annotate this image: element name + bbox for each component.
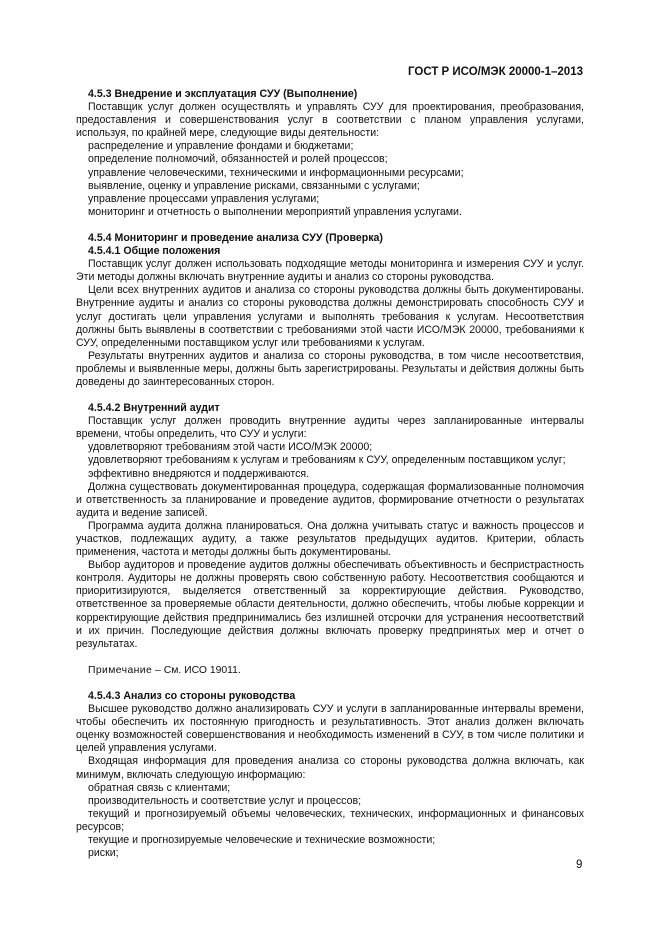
list-item: текущие и прогнозируемые человеческие и технические возможности;: [88, 833, 436, 846]
list-item: распределение и управление фондами и бюджетами;: [88, 140, 354, 153]
list-item: удовлетворяют требованиям к услугам и требованиям к СУУ, определенным поставщиком услуг;: [88, 454, 566, 467]
list-item: определение полномочий, обязанностей и ролей процессов;: [88, 153, 388, 166]
list-item: производительность и соответствие услуг и процессов;: [88, 794, 362, 807]
list-item: удовлетворяют требованиям этой части ИСО/МЭК 20000;: [88, 441, 373, 454]
paragraph-4-5-3-intro: Поставщик услуг должен осуществлять и управлять СУУ для проектирования, преобразования, предоставления и совершенствования услуг в соответствии с планом управления услугами, используя, по крайней мере, следующие виды деятельности:: [76, 101, 584, 140]
paragraph-4-5-4-3-p1: Высшее руководство должно анализировать СУУ и услуги в запланированные интервалы времени, чтобы обеспечить их постоянную пригодность и результативность. Этот анализ должен включать оценку возможностей совершенствования и необходимость изменений в СУУ, в том числе политики и целей управления услугами.: [76, 703, 584, 755]
paragraph-4-5-4-2-p3: Выбор аудиторов и проведение аудитов должны обеспечивать объективность и беспристрастность контроля. Аудиторы не должны проверять свою собственную работу. Несоответствия сообщаются и приоритизируются, выделяется ответственный за корректирующие действия. Руководство, ответственное за проверяемые области деятельности, должно обеспечить, чтобы любые коррекции и корректирующие действия предпринимались без излишней отсрочки для устранения несоответствий и их причин. Последующие действия должны включать проверку предпринятых мер и отчет о результатах.: [76, 559, 584, 650]
section-heading-4-5-3: 4.5.3 Внедрение и эксплуатация СУУ (Выполнение): [88, 88, 358, 100]
list-item: управление человеческими, техническими и информационными ресурсами;: [88, 166, 464, 179]
list-item: обратная связь с клиентами;: [88, 781, 231, 794]
spacer: [76, 651, 584, 664]
note: [76, 664, 584, 677]
document-header: ГОСТ Р ИСО/МЭК 20000-1–2013: [408, 66, 583, 78]
list-item: управление процессами управления услугами;: [88, 192, 320, 205]
page-number: 9: [576, 859, 583, 871]
paragraph-4-5-4-2-p1: Должна существовать документированная процедура, содержащая формализованные полномочия и ответственность за планирование и проведение аудитов, формирование отчетности о результатах аудита и ведение записей.: [76, 480, 584, 519]
note-label: Примечание: [88, 664, 153, 676]
section-heading-4-5-4: 4.5.4 Мониторинг и проведение анализа СУУ (Проверка): [88, 231, 383, 244]
paragraph-4-5-4-2-intro: Поставщик услуг должен проводить внутренние аудиты через запланированные интервалы времени, чтобы определить, что СУУ и услуги:: [76, 415, 584, 441]
paragraph-4-5-4-1-p2: Цели всех внутренних аудитов и анализа со стороны руководства должны быть документированы. Внутренние аудиты и анализ со стороны руководства должны демонстрировать способность СУУ и услуг достигать цели управления услугами и выполнять требования к услугам. Несоответствия должны быть выявлены в соответствии с требованиями этой части ИСО/МЭК 20000, требованиями к СУУ, определенными поставщиком услуг или требованиями к услугам.: [76, 284, 584, 349]
paragraph-4-5-4-3-p2: Входящая информация для проведения анализа со стороны руководства должна включать, как минимум, включать следующую информацию:: [76, 755, 584, 781]
list-item: эффективно внедряются и поддерживаются.: [88, 467, 310, 480]
spacer: [76, 219, 584, 232]
list-item: риски;: [88, 847, 119, 860]
note-text: – См. ИСО 19011.: [152, 664, 241, 676]
paragraph-4-5-4-1-p3: Результаты внутренних аудитов и анализа со стороны руководства, в том числе несоответствия, проблемы и выявленные меры, должны быть зарегистрированы. Результаты и действия должны быть доведены до заинтересованных сторон.: [76, 349, 584, 388]
list-item: выявление, оценку и управление рисками, связанными с услугами;: [88, 179, 420, 192]
section-heading-4-5-4-1: 4.5.4.1 Общие положения: [88, 245, 221, 258]
paragraph-4-5-4-2-p2: Программа аудита должна планироваться. Она должна учитывать статус и важность процессов и участков, подлежащих аудиту, а также результатов предыдущих аудитов. Критерии, область применения, частота и методы должны быть документированы.: [76, 519, 584, 559]
section-heading-4-5-4-2: 4.5.4.2 Внутренний аудит: [88, 402, 220, 415]
page-content: [76, 88, 584, 860]
spacer: [76, 677, 584, 690]
paragraph-4-5-4-1-p1: Поставщик услуг должен использовать подходящие методы мониторинга и измерения СУУ и услуг. Эти методы должны включать внутренние аудиты и анализ со стороны руководства.: [76, 258, 584, 284]
list-item: мониторинг и отчетность о выполнении мероприятий управления услугами.: [88, 205, 462, 218]
section-heading-4-5-4-3: 4.5.4.3 Анализ со стороны руководства: [88, 689, 296, 702]
list-item: текущий и прогнозируемый объемы человеческих, технических, информационных и финансовых ресурсов;: [76, 807, 584, 833]
spacer: [76, 389, 584, 402]
